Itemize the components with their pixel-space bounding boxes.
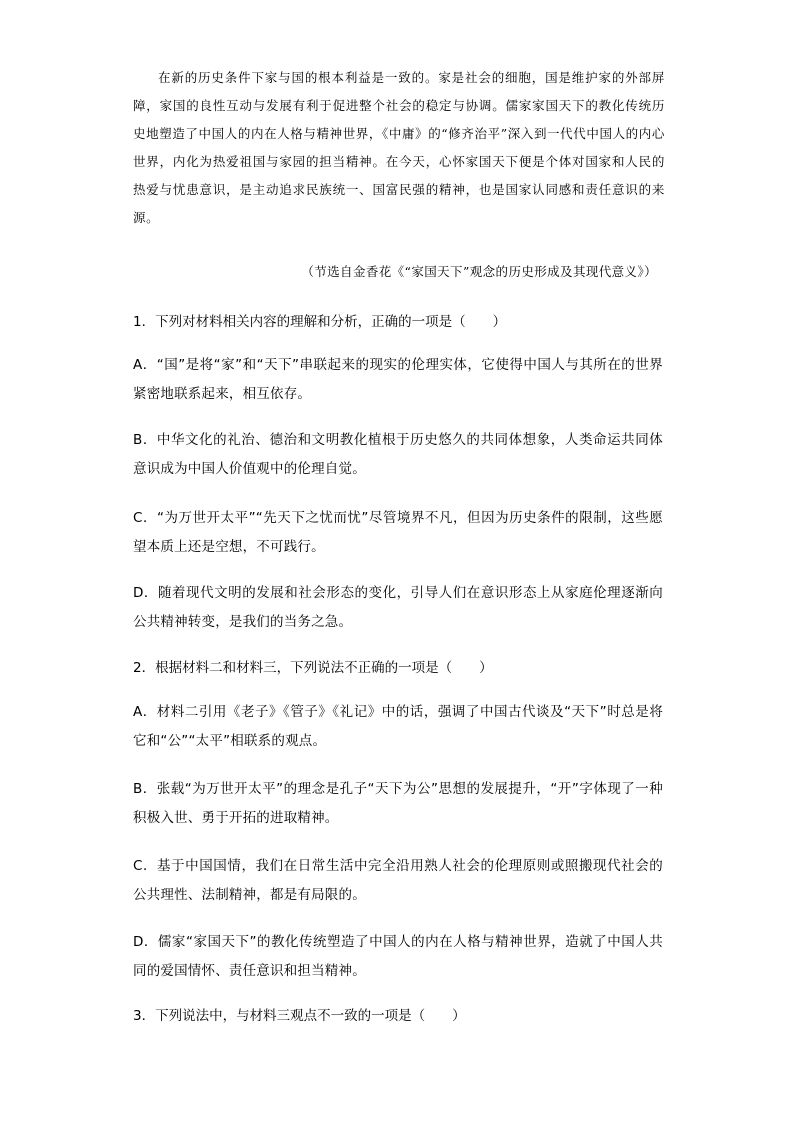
question-stem: 1．下列对材料相关内容的理解和分析，正确的一项是（ ） — [133, 314, 507, 330]
option-2a[interactable]: A．材料二引用《老子》《管子》《礼记》中的话，强调了中国古代谈及“天下”时总是将它和“公”“太平”相联系的观点。 — [133, 704, 663, 749]
passage-text: 在新的历史条件下家与国的根本利益是一致的。家是社会的细胞，国是维护家的外部屏障，家国的良性互动与发展有利于促进整个社会的稳定与协调。儒家家国天下的教化传统历史地塑造了中国人的内在人格与精神世界，《中庸》的“修齐治平”深入到一代代中国人的内心世界，内化为热爱祖国与家园的担当精神。在今天，心怀家国天下便是个体对国家和人民的热爱与忧患意识，是主动追求民族统一、国富民强的精神，也是国家认同感和责任意识的来源。 — [133, 70, 665, 225]
question-stem: 2．根据材料二和材料三，下列说法不正确的一项是（ ） — [133, 660, 493, 676]
question-2 — [133, 657, 663, 679]
option-1d[interactable]: D．随着现代文明的发展和社会形态的变化，引导人们在意识形态上从家庭伦理逐渐向公共精神转变，是我们的当务之急。 — [133, 585, 663, 630]
passage-source: （节选自金香花《“家国天下”观念的历史形成及其现代意义》） — [301, 264, 657, 279]
question-1 — [133, 311, 663, 333]
option-1c[interactable]: C．“为万世开太平”“先天下之忧而忧”尽管境界不凡，但因为历史条件的限制，这些愿望本质上还是空想，不可践行。 — [133, 510, 663, 555]
question-3 — [133, 1005, 663, 1027]
option-2d[interactable]: D．儒家“家国天下”的教化传统塑造了中国人的内在人格与精神世界，造就了中国人共同的爱国情怀、责任意识和担当精神。 — [133, 934, 663, 979]
option-2c[interactable]: C．基于中国国情，我们在日常生活中完全沿用熟人社会的伦理原则或照搬现代社会的公共理性、法制精神，都是有局限的。 — [133, 858, 663, 903]
option-2b[interactable]: B．张载“为万世开太平”的理念是孔子“天下为公”思想的发展提升，“开”字体现了一种积极入世、勇于开拓的进取精神。 — [133, 781, 663, 826]
passage-paragraph — [133, 64, 665, 232]
option-1a[interactable]: A．“国”是将“家”和“天下”串联起来的现实的伦理实体，它使得中国人与其所在的世界紧密地联系起来，相互依存。 — [133, 357, 663, 402]
question-stem: 3．下列说法中，与材料三观点不一致的一项是（ ） — [133, 1008, 466, 1024]
option-1b[interactable]: B．中华文化的礼治、德治和文明教化植根于历史悠久的共同体想象，人类命运共同体意识成为中国人价值观中的伦理自觉。 — [133, 432, 663, 477]
